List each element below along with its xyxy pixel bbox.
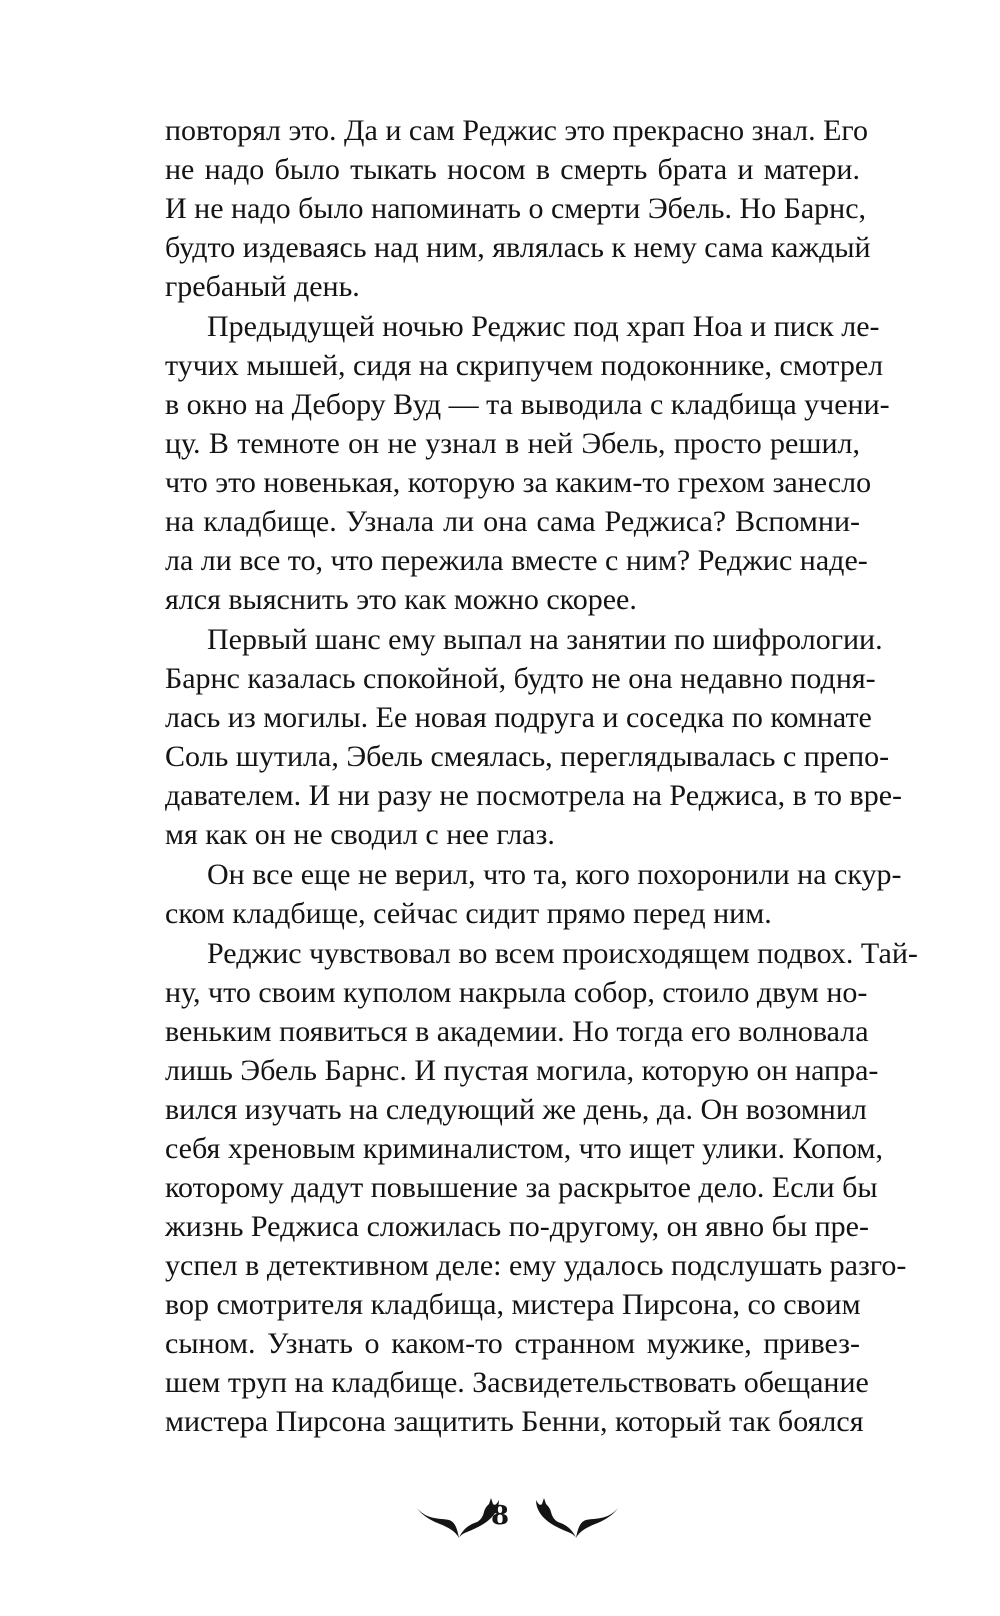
text-line: что это новенькая, которую за каким-то грехом занесло	[165, 466, 872, 499]
text-line: Он все еще не верил, что та, кого похоронили на скур-	[207, 858, 902, 891]
text-line: не надо было тыкать носом в смерть брата и матери.	[165, 153, 860, 186]
text-line: мистера Пирсона защитить Бенни, который так боялся	[165, 1405, 864, 1438]
text-line: жизнь Реджиса сложилась по-другому, он явно бы пре-	[165, 1210, 869, 1243]
bat-icon	[530, 1498, 620, 1542]
text-line: которому дадут повышение за раскрытое дело. Если бы	[165, 1171, 878, 1204]
text-line: на кладбище. Узнала ли она сама Реджиса? Вспомни-	[165, 505, 860, 538]
text-line: цу. В темноте он не узнал в ней Эбель, просто решил,	[165, 427, 860, 460]
text-line: веньким появиться в академии. Но тогда его волновала	[165, 1015, 869, 1048]
text-line: И не надо было напоминать о смерти Эбель. Но Барнс,	[165, 192, 867, 225]
text-line: будто издеваясь над ним, являлась к нему сама каждый	[165, 231, 871, 264]
text-line: успел в детективном деле: ему удалось подслушать разго-	[165, 1249, 907, 1282]
text-line: вился изучать на следующий же день, да. Он возомнил	[165, 1093, 867, 1126]
text-line: в окно на Дебору Вуд — та выводила с кладбища учени-	[165, 388, 890, 421]
text-line: тучих мышей, сидя на скрипучем подоконнике, смотрел	[165, 349, 884, 382]
text-line: Предыдущей ночью Реджис под храп Ноа и писк ле-	[207, 310, 880, 343]
text-line: давателем. И ни разу не посмотрела на Реджиса, в то вре-	[165, 779, 903, 812]
page-number: 8	[490, 1501, 510, 1531]
text-line: Барнс казалась спокойной, будто не она недавно подня-	[165, 662, 876, 695]
text-line: ялся выяснить это как можно скорее.	[165, 583, 637, 616]
text-line: лась из могилы. Ее новая подруга и соседка по комнате	[165, 701, 872, 734]
text-line: Соль шутила, Эбель смеялась, переглядывалась с препо-	[165, 740, 890, 773]
text-line: повторял это. Да и сам Реджис это прекрасно знал. Его	[165, 114, 868, 147]
text-line: ла ли все то, что пережила вместе с ним? Реджис наде-	[165, 544, 868, 577]
text-line: себя хреновым криминалистом, что ищет улики. Копом,	[165, 1132, 883, 1165]
text-line: ском кладбище, сейчас сидит прямо перед ним.	[165, 897, 772, 930]
text-line: гребаный день.	[165, 270, 360, 303]
text-line: мя как он не сводил с нее глаз.	[165, 818, 555, 851]
text-line: сыном. Узнать о каком-то странном мужике, привез-	[165, 1327, 860, 1360]
text-line: вор смотрителя кладбища, мистера Пирсона, со своим	[165, 1288, 861, 1321]
text-line: шем труп на кладбище. Засвидетельствовать обещание	[165, 1366, 869, 1399]
text-line: лишь Эбель Барнс. И пустая могила, которую он напра-	[165, 1054, 879, 1087]
text-line: ну, что своим куполом накрыла собор, стоило двум но-	[165, 976, 868, 1009]
text-line: Первый шанс ему выпал на занятии по шифрологии.	[207, 623, 883, 656]
page-footer	[0, 1490, 1000, 1550]
text-line: Реджис чувствовал во всем происходящем подвох. Тай-	[207, 937, 918, 970]
